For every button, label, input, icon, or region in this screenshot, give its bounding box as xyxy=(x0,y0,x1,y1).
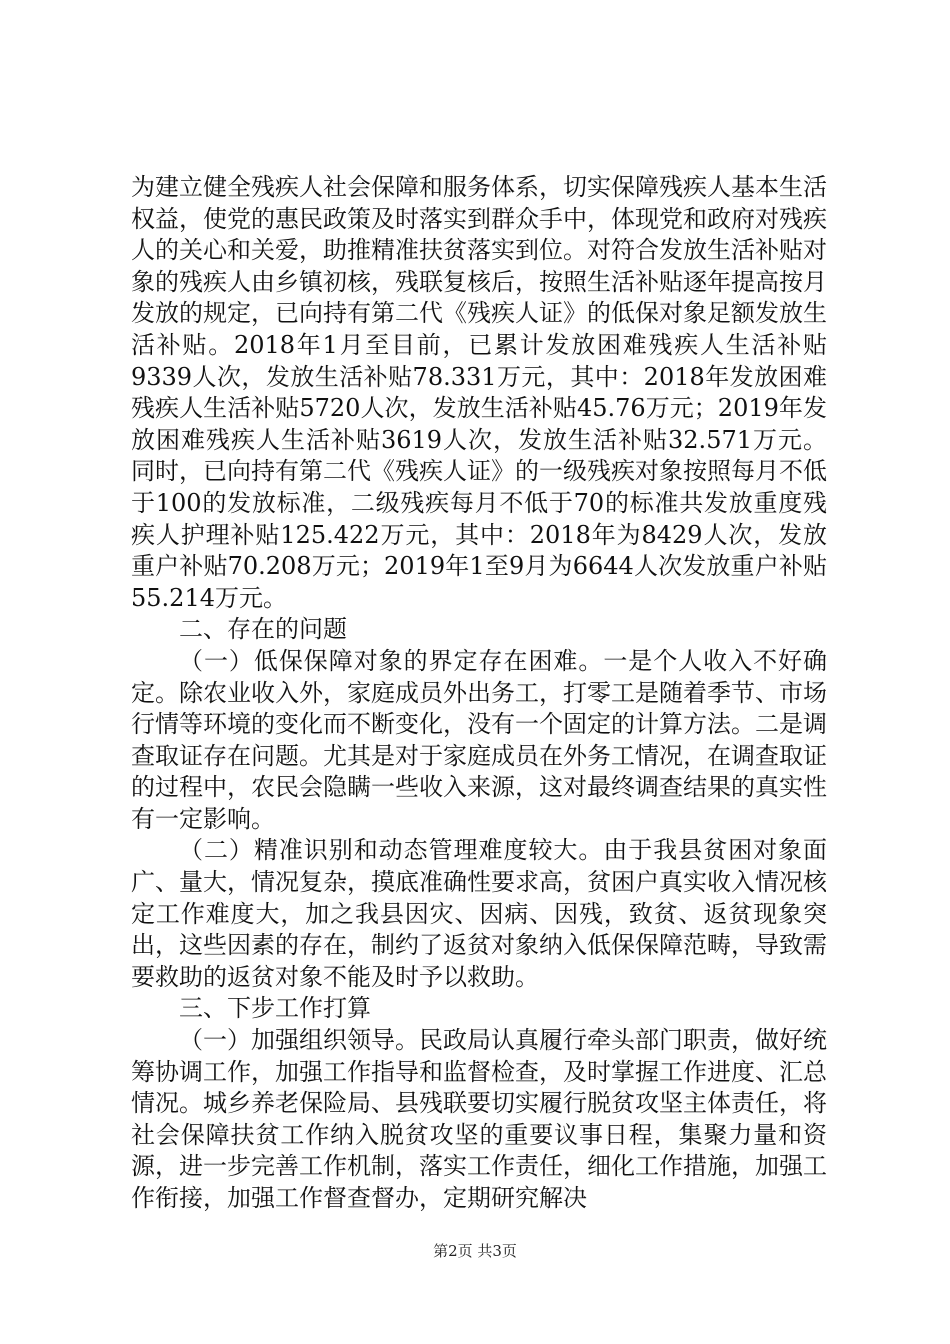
paragraph-problem-1: （一）低保保障对象的界定存在困难。一是个人收入不好确定。除农业收入外，家庭成员外出务工，打零工是随着季节、市场行情等环境的变化而不断变化，没有一个固定的计算方法。二是调查取证存在问题。尤其是对于家庭成员在外务工情况，在调查取证的过程中，农民会隐瞒一些收入来源，这对最终调查结果的真实性有一定影响。 xyxy=(131,646,827,833)
document-body xyxy=(131,172,827,1215)
paragraph-subsidy-summary: 为建立健全残疾人社会保障和服务体系，切实保障残疾人基本生活权益，使党的惠民政策及时落实到群众手中，体现党和政府对残疾人的关心和关爱，助推精准扶贫落实到位。对符合发放生活补贴对象的残疾人由乡镇初核，残联复核后，按照生活补贴逐年提高按月发放的规定，已向持有第二代《残疾人证》的低保对象足额发放生活补贴。2018年1月至目前，已累计发放困难残疾人生活补贴9339人次，发放生活补贴78.331万元，其中：2018年发放困难残疾人生活补贴5720人次，发放生活补贴45.76万元；2019年发放困难残疾人生活补贴3619人次，发放生活补贴32.571万元。同时，已向持有第二代《残疾人证》的一级残疾对象按照每月不低于100的发放标准，二级残疾每月不低于70的标准共发放重度残疾人护理补贴125.422万元，其中：2018年为8429人次，发放重户补贴70.208万元；2019年1至9月为6644人次发放重户补贴55.214万元。 xyxy=(131,173,827,612)
paragraph-next-step-1: （一）加强组织领导。民政局认真履行牵头部门职责，做好统筹协调工作，加强工作指导和监督检查，及时掌握工作进度、汇总情况。城乡养老保险局、县残联要切实履行脱贫攻坚主体责任，将社会保障扶贫工作纳入脱贫攻坚的重要议事日程，集聚力量和资源，进一步完善工作机制，落实工作责任，细化工作措施，加强工作衔接，加强工作督查督办，定期研究解决 xyxy=(131,1026,827,1212)
section-heading-problems: 二、存在的问题 xyxy=(179,615,347,644)
paragraph-problem-2: （二）精准识别和动态管理难度较大。由于我县贫困对象面广、量大，情况复杂，摸底准确性要求高，贫困户真实收入情况核定工作难度大，加之我县因灾、因病、因残，致贫、返贫现象突出，这些因素的存在，制约了返贫对象纳入低保保障范畴，导致需要救助的返贫对象不能及时予以救助。 xyxy=(131,836,827,991)
page-footer: 第2页 共3页 xyxy=(433,1242,517,1260)
section-heading-next-steps: 三、下步工作打算 xyxy=(179,994,371,1023)
